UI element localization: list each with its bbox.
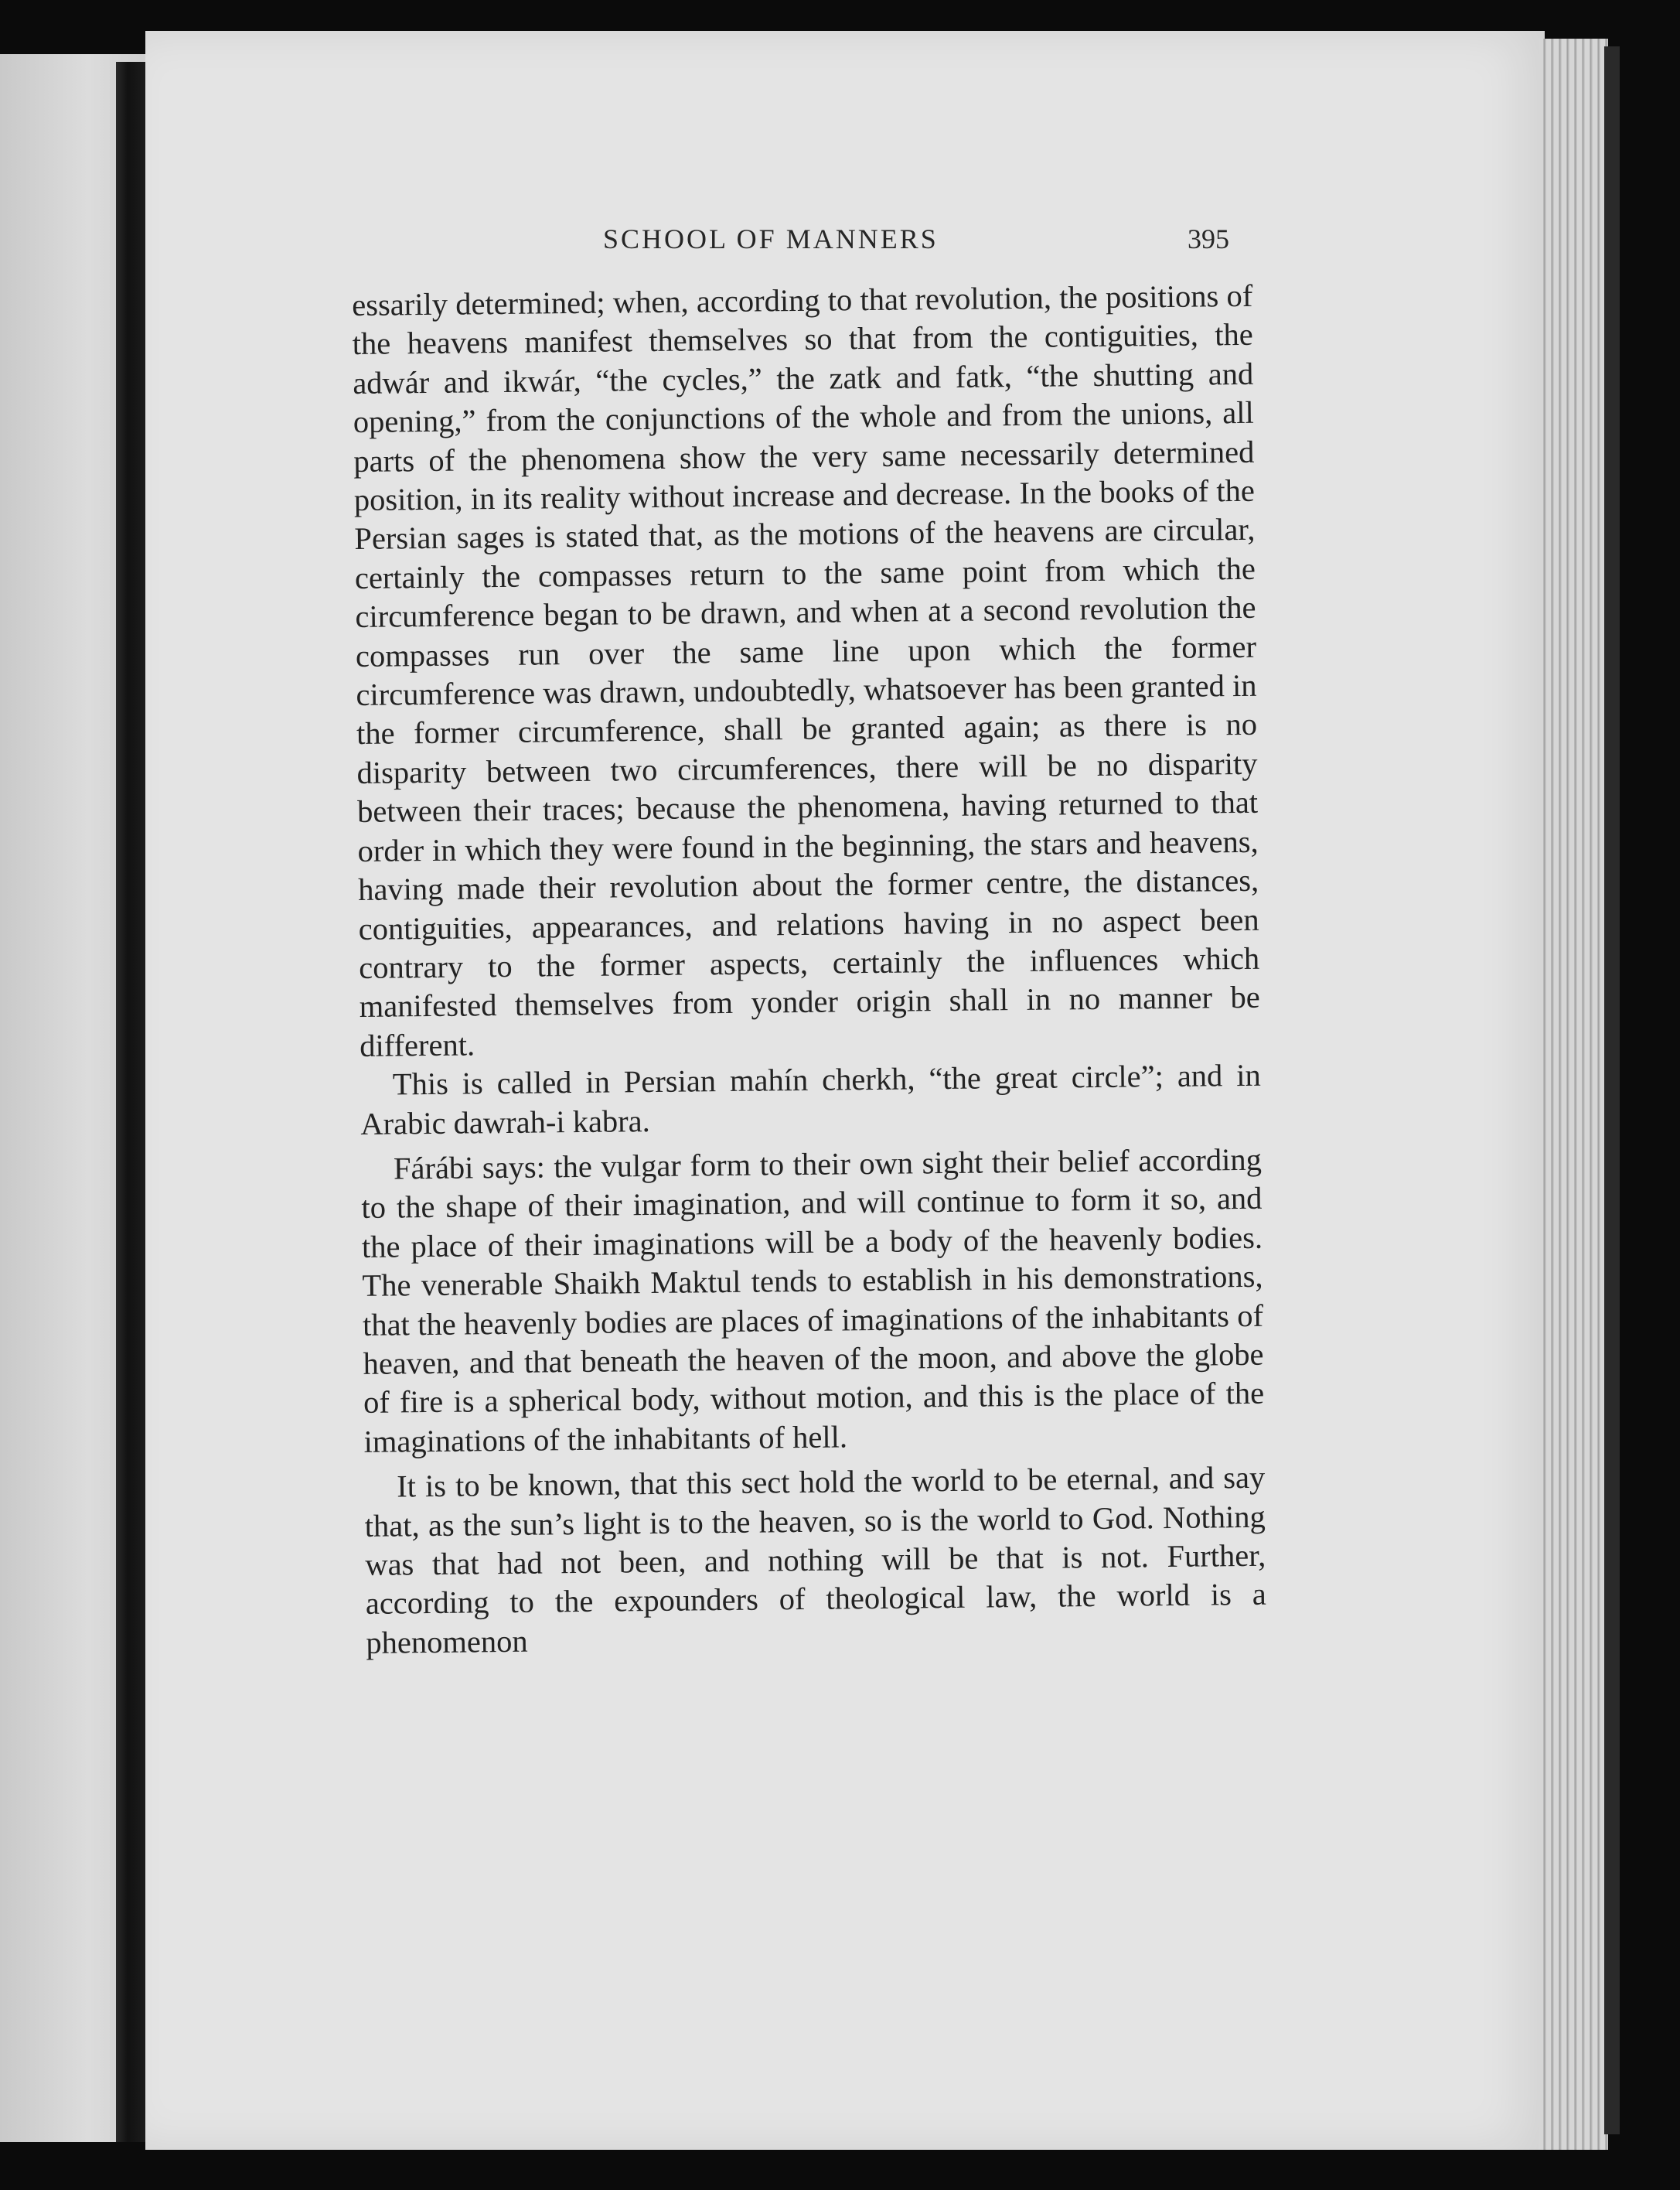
page-number: 395 bbox=[1188, 223, 1229, 254]
page-header bbox=[363, 223, 1229, 269]
paragraph-world-eternal: It is to be known, that this sect hold the world to be eternal, and say that, as the sun’s light is to the heaven, so is the world to God. Nothing was that had not been, and nothing will be that is not. Further, according to the expounders of theological law, the world is a phenomenon bbox=[364, 1459, 1267, 1660]
paragraph-farabi: Fárábi says: the vulgar form to their own sight their belief according to the shape of their imagination, and will continue to form it so, and the place of their imaginations will be a body of the heavenly bodies. The venerable Shaikh Maktul tends to establish in his demonstrations, that the heavenly bodies are places of imaginations of the inhabitants of heaven, and that beneath the heaven of the moon, and above the globe of fire is a spherical body, without motion, and this is the place of the imaginations of the inhabitants of hell. bbox=[361, 1141, 1265, 1459]
page-body bbox=[352, 277, 1267, 1663]
paragraph-continued: essarily determined; when, according to that revolution, the positions of the heavens manifest themselves so that from the contiguities, the adwár and ikwár, “the cycles,” the zatk and fatk, “the shutting and opening,” from the conjunctions of the whole and from the unions, all parts of the phenomena show the very same necessarily determined position, in its reality without increase and decrease. In the books of the Persian sages is stated that, as the motions of the heavens are circular, certainly the compasses return to the same point from which the circumference began to be drawn, and when at a second revolution the compasses run over the same line upon which the former circumference was drawn, undoubtedly, whatsoever has been granted in the former circumference, shall be granted again; as there is no disparity between two circumferences, there will be no disparity between their traces; because the phenomena, having returned to that order in which they were found in the beginning, the stars and heavens, having made their revolution about the former centre, the distances, contiguities, appearances, and relations having in no aspect been contrary to the former aspects, certainly the influences which manifested themselves from yonder origin shall in no manner be different. bbox=[352, 278, 1260, 1063]
paragraph-great-circle: This is called in Persian mahín cherkh, “the great circle”; and in Arabic dawrah-i kabra. bbox=[360, 1057, 1261, 1141]
stacked-page-edges bbox=[1539, 39, 1608, 2150]
running-head: SCHOOL OF MANNERS bbox=[603, 223, 939, 254]
book-spine-shadow bbox=[116, 62, 145, 2142]
book-cover-edge bbox=[1604, 46, 1620, 2134]
